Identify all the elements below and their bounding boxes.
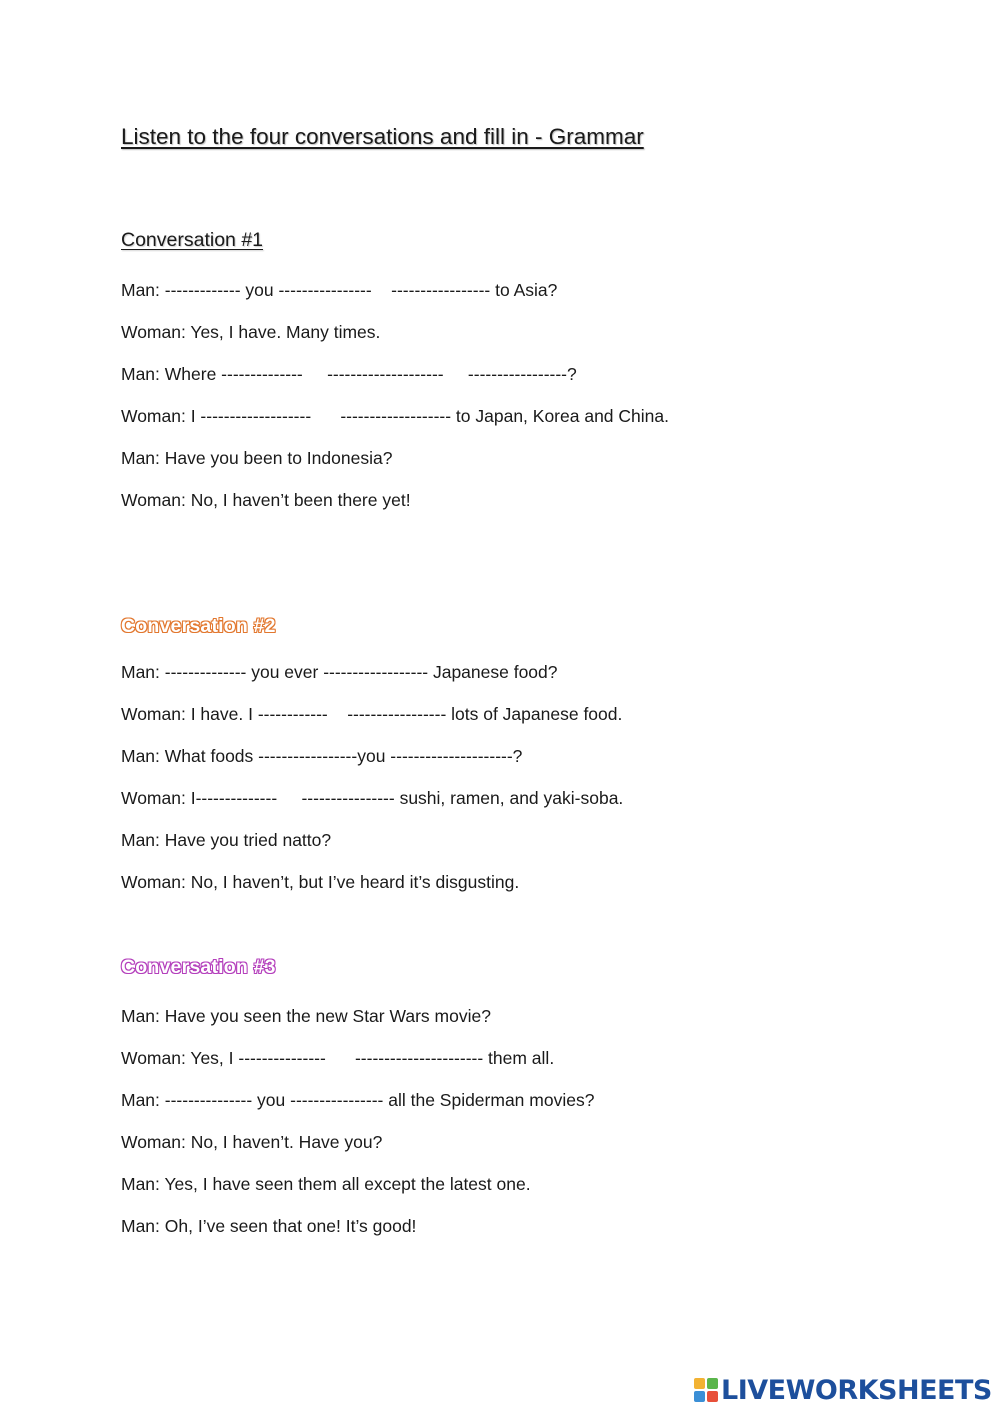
dialogue-line: Woman: No, I haven’t, but I’ve heard it’s disgusting. — [121, 872, 520, 892]
logo-square — [707, 1378, 718, 1389]
page-title: Listen to the four conversations and fill in - Grammar — [121, 124, 644, 149]
dialogue-line: Man: ------------- you ---------------- ----------------- to Asia? — [121, 280, 558, 300]
conversation-heading: Conversation #2 — [121, 615, 276, 637]
dialogue-line: Woman: Yes, I have. Many times. — [121, 322, 381, 342]
dialogue-line: Woman: I ------------------- ------------------- to Japan, Korea and China. — [121, 406, 669, 426]
conversation-heading: Conversation #3 — [121, 956, 276, 978]
dialogue-line: Man: What foods -----------------you ---------------------? — [121, 746, 523, 766]
dialogue-line: Man: Have you seen the new Star Wars movie? — [121, 1006, 491, 1026]
conversation-heading: Conversation #1 — [121, 229, 264, 251]
logo-text: LIVEWORKSHEETS — [721, 1374, 992, 1406]
dialogue-line: Woman: Yes, I --------------- ---------------------- them all. — [121, 1048, 555, 1068]
dialogue-line: Man: Where -------------- -------------------- -----------------? — [121, 364, 577, 384]
dialogue-line: Man: Have you tried natto? — [121, 830, 332, 850]
dialogue-line: Woman: I-------------- ---------------- sushi, ramen, and yaki-soba. — [121, 788, 624, 808]
dialogue-line: Man: Oh, I’ve seen that one! It’s good! — [121, 1216, 417, 1236]
dialogue-line: Man: Yes, I have seen them all except the latest one. — [121, 1174, 531, 1194]
dialogue-line: Woman: No, I haven’t been there yet! — [121, 490, 411, 510]
logo-square — [707, 1391, 718, 1402]
logo-square — [694, 1391, 705, 1402]
dialogue-line: Woman: No, I haven’t. Have you? — [121, 1132, 383, 1152]
liveworksheets-logo — [694, 1375, 992, 1405]
dialogue-line: Man: -------------- you ever ------------------ Japanese food? — [121, 662, 558, 682]
liveworksheets-grid-icon — [694, 1378, 718, 1402]
dialogue-line: Woman: I have. I ------------ ----------------- lots of Japanese food. — [121, 704, 623, 724]
dialogue-line: Man: --------------- you ---------------- all the Spiderman movies? — [121, 1090, 595, 1110]
logo-square — [694, 1378, 705, 1389]
dialogue-line: Man: Have you been to Indonesia? — [121, 448, 393, 468]
